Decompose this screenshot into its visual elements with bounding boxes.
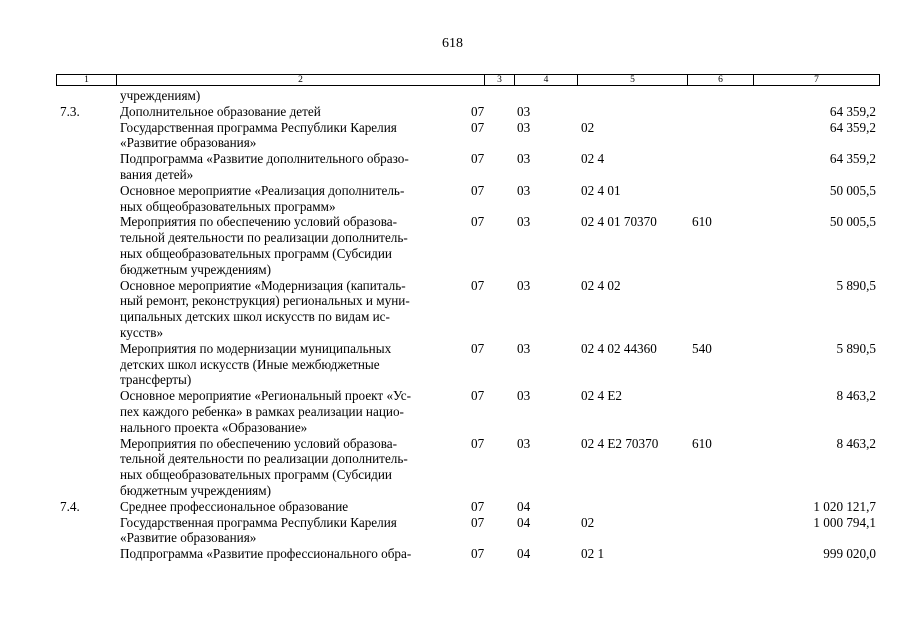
- section-code: 07: [471, 182, 485, 198]
- subsection-code: 03: [517, 340, 531, 356]
- amount: 8 463,2: [836, 388, 876, 404]
- description-line: ных общеобразовательных программ (Субсидии: [120, 467, 392, 483]
- table-row: [56, 120, 880, 152]
- table-row: [56, 436, 880, 499]
- target-article-code: 02 4 01: [581, 182, 621, 198]
- description-line: тельной деятельности по реализации дополнитель-: [120, 451, 408, 467]
- header-col-2: 2: [116, 75, 484, 85]
- description-line: Мероприятия по обеспечению условий образова-: [120, 435, 398, 451]
- description-line: ный ремонт, реконструкция) региональных и муни-: [120, 293, 410, 309]
- subsection-code: 03: [517, 119, 531, 135]
- header-col-6: 6: [687, 75, 753, 85]
- subsection-code: 04: [517, 546, 531, 562]
- row-description: [120, 499, 460, 515]
- section-code: 07: [471, 340, 485, 356]
- target-article-code: 02 4 02 44360: [581, 340, 657, 356]
- header-col-4: 4: [514, 75, 577, 85]
- table-row: [56, 546, 880, 562]
- header-col-5: 5: [577, 75, 687, 85]
- section-code: 07: [471, 119, 485, 135]
- description-line: кусств»: [120, 324, 164, 340]
- description-line: Основное мероприятие «Реализация дополнитель-: [120, 182, 405, 198]
- subsection-code: 03: [517, 103, 531, 119]
- row-description: [120, 436, 460, 499]
- description-line: Государственная программа Республики Карелия: [120, 514, 397, 530]
- description-line: Дополнительное образование детей: [120, 103, 321, 119]
- target-article-code: 02: [581, 119, 595, 135]
- section-code: 07: [471, 277, 485, 293]
- target-article-code: 02 4: [581, 151, 605, 167]
- table-row: [56, 341, 880, 388]
- table-row: [56, 104, 880, 120]
- section-code: 07: [471, 546, 485, 562]
- row-description: [120, 88, 460, 104]
- description-line: трансферты): [120, 372, 192, 388]
- target-article-code: 02 4 02: [581, 277, 621, 293]
- description-line: детских школ искусств (Иные межбюджетные: [120, 356, 380, 372]
- section-code: 07: [471, 498, 485, 514]
- subsection-code: 03: [517, 277, 531, 293]
- description-line: ципальных детских школ искусств по видам ис-: [120, 309, 390, 325]
- row-description: [120, 515, 460, 547]
- row-description: [120, 120, 460, 152]
- description-line: Основное мероприятие «Региональный проект «Ус-: [120, 388, 412, 404]
- description-line: Мероприятия по обеспечению условий образова-: [120, 214, 398, 230]
- row-description: [120, 183, 460, 215]
- description-line: ных общеобразовательных программ»: [120, 198, 336, 214]
- amount: 5 890,5: [836, 340, 876, 356]
- row-description: [120, 104, 460, 120]
- subsection-code: 03: [517, 182, 531, 198]
- table-row: [56, 499, 880, 515]
- page-number: 618: [442, 36, 463, 51]
- target-article-code: 02 4 E2: [581, 388, 623, 404]
- description-line: Мероприятия по модернизации муниципальных: [120, 340, 392, 356]
- amount: 64 359,2: [829, 151, 876, 167]
- header-col-7: 7: [753, 75, 879, 85]
- section-code: 07: [471, 151, 485, 167]
- amount: 1 020 121,7: [813, 498, 876, 514]
- section-code: 07: [471, 103, 485, 119]
- target-article-code: 02 1: [581, 546, 605, 562]
- section-code: 07: [471, 388, 485, 404]
- header-col-3: 3: [484, 75, 514, 85]
- target-article-code: 02: [581, 514, 595, 530]
- description-line: бюджетным учреждениям): [120, 261, 271, 277]
- section-code: 07: [471, 214, 485, 230]
- amount: 50 005,5: [829, 182, 876, 198]
- row-description: [120, 341, 460, 388]
- table-row: [56, 88, 880, 104]
- table-header: [56, 74, 880, 86]
- description-line: «Развитие образования»: [120, 135, 257, 151]
- row-description: [120, 278, 460, 341]
- section-code: 07: [471, 514, 485, 530]
- section-code: 07: [471, 435, 485, 451]
- description-line: «Развитие образования»: [120, 530, 257, 546]
- amount: 64 359,2: [829, 119, 876, 135]
- row-number: 7.4.: [60, 498, 80, 514]
- amount: 999 020,0: [823, 546, 876, 562]
- subsection-code: 03: [517, 435, 531, 451]
- description-line: вания детей»: [120, 166, 194, 182]
- table-row: [56, 515, 880, 547]
- description-line: учреждениям): [120, 88, 201, 103]
- amount: 50 005,5: [829, 214, 876, 230]
- table-row: [56, 278, 880, 341]
- amount: 64 359,2: [829, 103, 876, 119]
- target-article-code: 02 4 E2 70370: [581, 435, 659, 451]
- row-description: [120, 546, 460, 562]
- description-line: Среднее профессиональное образование: [120, 498, 349, 514]
- description-line: тельной деятельности по реализации дополнитель-: [120, 230, 408, 246]
- description-line: Подпрограмма «Развитие дополнительного образо-: [120, 151, 409, 167]
- amount: 5 890,5: [836, 277, 876, 293]
- description-line: бюджетным учреждениям): [120, 482, 271, 498]
- expense-type-code: 540: [692, 340, 712, 356]
- table-row: [56, 388, 880, 435]
- subsection-code: 04: [517, 514, 531, 530]
- description-line: нального проекта «Образование»: [120, 419, 308, 435]
- table-row: [56, 183, 880, 215]
- row-description: [120, 151, 460, 183]
- table-row: [56, 214, 880, 277]
- description-line: Основное мероприятие «Модернизация (капиталь-: [120, 277, 406, 293]
- subsection-code: 03: [517, 388, 531, 404]
- expense-type-code: 610: [692, 214, 712, 230]
- amount: 1 000 794,1: [813, 514, 876, 530]
- row-description: [120, 214, 460, 277]
- table-body: [56, 88, 880, 562]
- amount: 8 463,2: [836, 435, 876, 451]
- row-number: 7.3.: [60, 103, 80, 119]
- target-article-code: 02 4 01 70370: [581, 214, 657, 230]
- expense-type-code: 610: [692, 435, 712, 451]
- subsection-code: 03: [517, 214, 531, 230]
- description-line: Государственная программа Республики Карелия: [120, 119, 397, 135]
- header-col-1: 1: [84, 75, 89, 85]
- description-line: пех каждого ребенка» в рамках реализации нацио-: [120, 403, 404, 419]
- description-line: ных общеобразовательных программ (Субсидии: [120, 245, 392, 261]
- row-description: [120, 388, 460, 435]
- subsection-code: 04: [517, 498, 531, 514]
- description-line: Подпрограмма «Развитие профессионального обра-: [120, 546, 412, 562]
- table-row: [56, 151, 880, 183]
- subsection-code: 03: [517, 151, 531, 167]
